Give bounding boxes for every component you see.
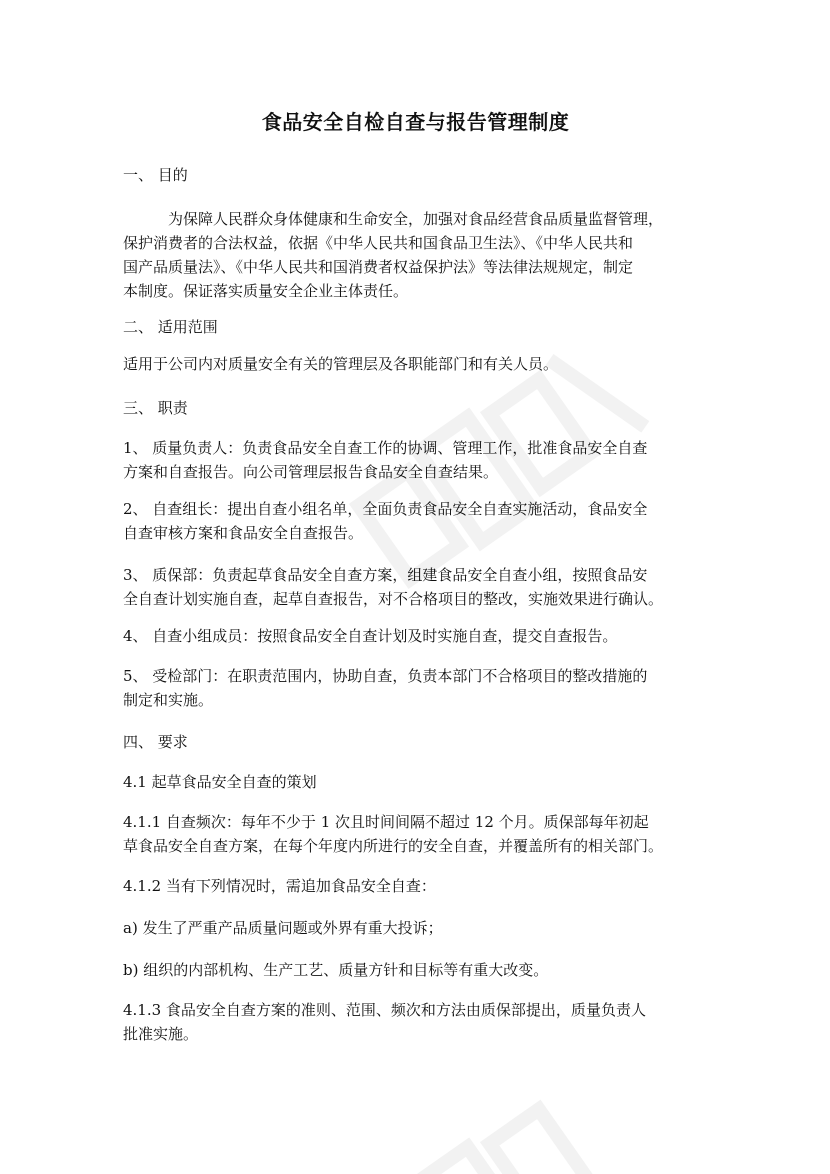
section-heading-scope: 二、 适用范围	[123, 318, 218, 336]
paragraph-line: 为保障人民群众身体健康和生命安全，加强对食品经营食品质量监督管理，	[168, 210, 664, 228]
document-title: 食品安全自检自查与报告管理制度	[261, 110, 570, 134]
paragraph-line: 1、 质量负责人：负责食品安全自查工作的协调、管理工作，批准食品安全自查	[123, 439, 648, 457]
requirement-item-a: a) 发生了严重产品质量问题或外界有重大投诉；	[123, 919, 443, 937]
section-heading-requirements: 四、 要求	[123, 733, 188, 751]
paragraph-line: 全自查计划实施自查，起草自查报告，对不合格项目的整改，实施效果进行确认。	[123, 590, 664, 608]
section-heading-purpose: 一、 目的	[123, 166, 188, 184]
requirement-item-b: b) 组织的内部机构、生产工艺、质量方针和目标等有重大改变。	[123, 961, 549, 979]
duty-item-2	[123, 497, 708, 545]
paragraph-line: 保护消费者的合法权益，依据《中华人民共和国食品卫生法》、《中华人民共和	[123, 234, 634, 252]
purpose-paragraph	[123, 207, 708, 303]
paragraph-line: 自查审核方案和食品安全自查报告。	[123, 524, 364, 542]
paragraph-line: 2、 自查组长：提出自查小组名单，全面负责食品安全自查实施活动，食品安全	[123, 500, 648, 518]
paragraph-line: 4.1.3 食品安全自查方案的准则、范围、频次和方法由质保部提出，质量负责人	[123, 1001, 646, 1019]
duty-item-1	[123, 436, 708, 484]
paragraph-line: 批准实施。	[123, 1025, 199, 1043]
paragraph-line: 国产品质量法》、《中华人民共和国消费者权益保护法》等法律法规规定，制定	[123, 258, 634, 276]
paragraph-line: 草食品安全自查方案，在每个年度内所进行的安全自查，并覆盖所有的相关部门。	[123, 837, 664, 855]
duty-item-5	[123, 664, 708, 712]
requirement-4-1-3	[123, 998, 708, 1046]
requirement-4-1-2: 4.1.2 当有下列情况时，需追加食品安全自查：	[123, 877, 436, 895]
paragraph-line: 5、 受检部门：在职责范围内，协助自查，负责本部门不合格项目的整改措施的	[123, 667, 648, 685]
watermark-graphic-bottom	[330, 1030, 660, 1174]
paragraph-line: 3、 质保部：负责起草食品安全自查方案，组建食品安全自查小组，按照食品安	[123, 566, 648, 584]
paragraph-line: 本制度。保证落实质量安全企业主体责任。	[123, 282, 409, 300]
paragraph-line: 方案和自查报告。向公司管理层报告食品安全自查结果。	[123, 463, 499, 481]
requirement-4-1-1	[123, 810, 708, 858]
paragraph-line: 4.1.1 自查频次：每年不少于 1 次且时间间隔不超过 12 个月。质保部每年初起	[123, 813, 649, 831]
duty-item-4: 4、 自查小组成员：按照食品安全自查计划及时实施自查，提交自查报告。	[123, 627, 618, 645]
section-heading-duties: 三、 职责	[123, 399, 188, 417]
duty-item-3	[123, 563, 708, 611]
paragraph-line: 制定和实施。	[123, 691, 214, 709]
scope-paragraph: 适用于公司内对质量安全有关的管理层及各职能部门和有关人员。	[123, 355, 559, 373]
requirement-4-1: 4.1 起草食品安全自查的策划	[123, 773, 317, 791]
